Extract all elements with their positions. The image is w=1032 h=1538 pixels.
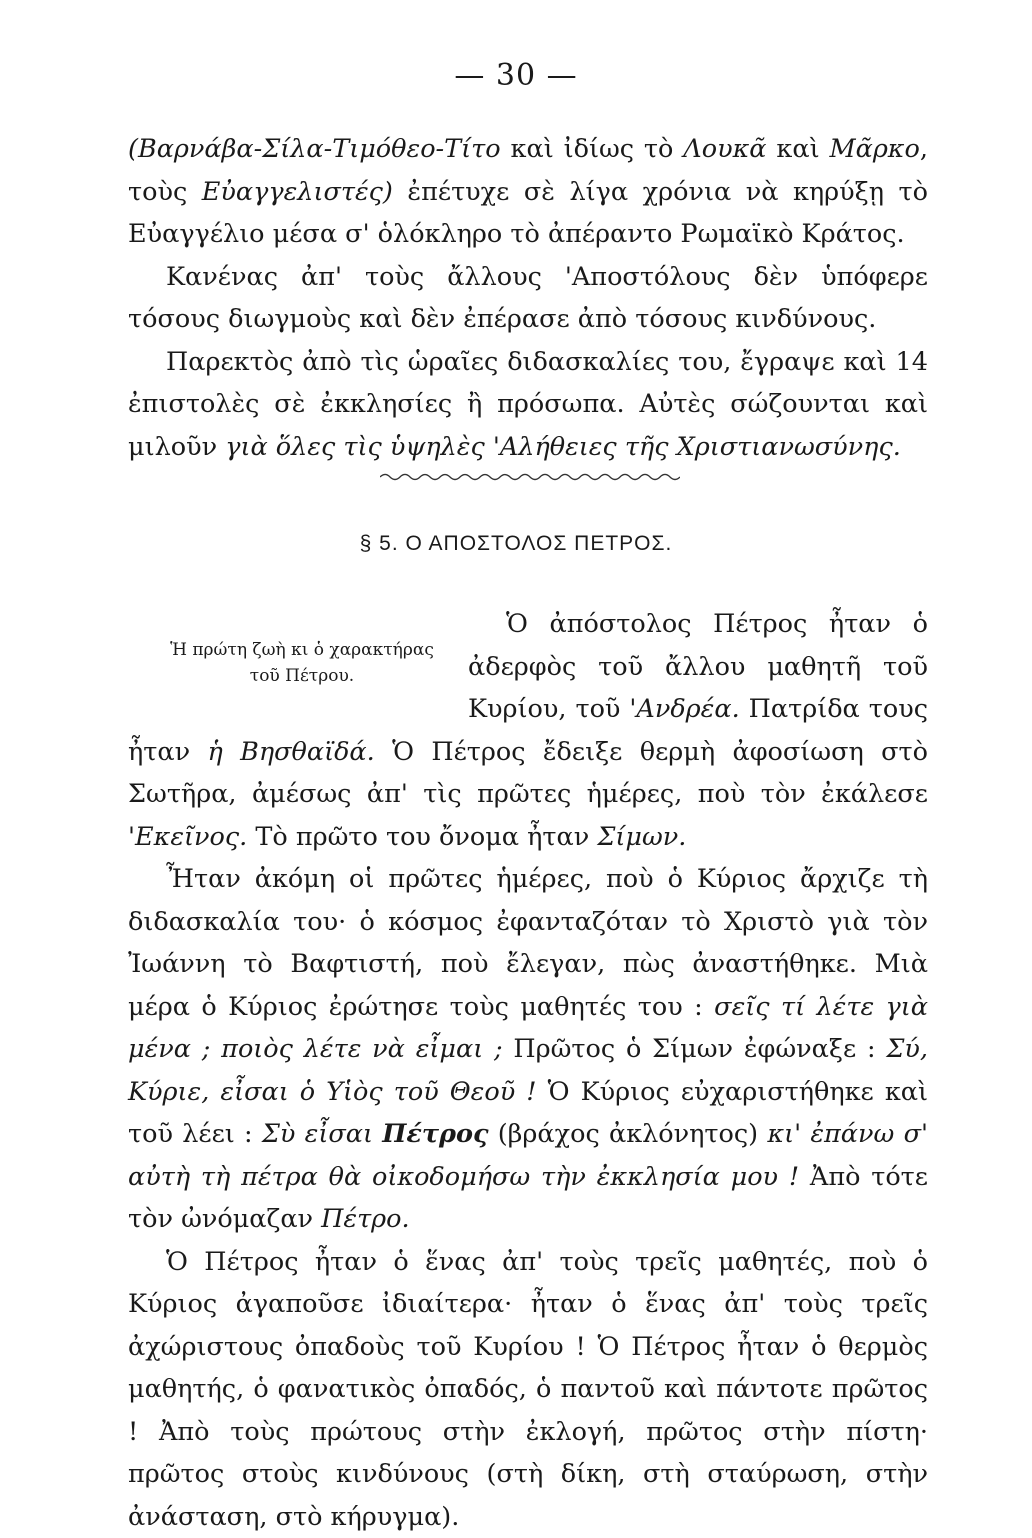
- italic-span: 'Ανδρέα.: [629, 694, 739, 724]
- paragraph: [128, 603, 928, 858]
- italic-span: Μᾶρκο: [829, 134, 919, 164]
- italic-span: 'Εκεῖνος.: [128, 822, 247, 852]
- text-span: (βράχος ἀκλόνητος): [488, 1119, 767, 1149]
- text-span: Ὁ ἀπόστολος Πέτρος ἦταν ὁ ἀδερφὸς τοῦ ἄλλου μαθητῆ τοῦ Κυρίου, τοῦ: [468, 609, 928, 724]
- text-span: Πρῶτος ὁ Σίμων ἐφώναξε :: [503, 1034, 887, 1064]
- italic-span: ἡ Βησθαϊδά.: [207, 737, 374, 767]
- paragraph: Κανένας ἀπ' τοὺς ἄλλους 'Αποστόλους δὲν ὑπόφερε τόσους διωγμοὺς καὶ δὲν ἐπέρασε ἀπὸ τόσους κινδύνους.: [128, 256, 928, 341]
- text-span: Παρεκτὸς ἀπὸ τὶς ὡραῖες διδασκαλίες του, ἔγραψε καὶ 14 ἐπιστολὲς σὲ ἐκκλησίες ἢ πρόσωπα. Αὐτὲς σώζουνται καὶ μιλοῦν: [128, 347, 928, 462]
- margin-note-line: τοῦ Πέτρου.: [118, 663, 448, 689]
- margin-note: [118, 637, 448, 689]
- text-span: Ἦταν ἀκόμη οἱ πρῶτες ἡμέρες, ποὺ ὁ Κύριος ἄρχιζε τὴ διδασκαλία του· ὁ κόσμος ἐφανταζόταν τὸ Χριστὸ γιὰ τὸν Ἰωάννη τὸ Βαφτιστή, ποὺ ἔλεγαν, πὼς ἀναστήθηκε. Μιὰ μέρα ὁ Κύριος ἐρώτησε τοὺς μαθητές του :: [128, 864, 928, 1022]
- paragraph: [128, 128, 928, 256]
- paragraph: [128, 858, 928, 1241]
- paragraph: Ὁ Πέτρος ἦταν ὁ ἕνας ἀπ' τοὺς τρεῖς μαθητές, ποὺ ὁ Κύριος ἀγαποῦσε ἰδιαίτερα· ἦταν ὁ ἕνας ἀπ' τοὺς τρεῖς ἀχώριστους ὀπαδοὺς τοῦ Κυρίου ! Ὁ Πέτρος ἦταν ὁ θερμὸς μαθητής, ὁ φανατικὸς ὀπαδός, ὁ παντοῦ καὶ πάντοτε πρῶτος ! Ἀπὸ τοὺς πρώτους στὴν ἐκλογή, πρῶτος στὴν πίστη· πρῶτος στοὺς κινδύνους (στὴ δίκη, στὴ σταύρωση, στὴν ἀνάσταση, στὸ κήρυγμα).: [128, 1241, 928, 1538]
- italic-span: σεῖς τί λέτε γιὰ μένα ; ποιὸς λέτε νὰ εἶμαι ;: [128, 992, 928, 1065]
- italic-span: Λουκᾶ: [683, 134, 766, 164]
- italic-span: Πέτρο.: [321, 1204, 409, 1234]
- text-span: καὶ: [767, 134, 830, 164]
- text-span: καὶ ἰδίως τὸ: [501, 134, 684, 164]
- wavy-separator: [380, 470, 680, 484]
- section-text: [128, 603, 928, 1538]
- italic-span: Σύ, Κύριε, εἶσαι ὁ Υἱὸς τοῦ Θεοῦ !: [128, 1034, 928, 1107]
- italic-span: (Βαρνάβα-Σίλα-Τιμόθεο-Τίτο: [128, 134, 501, 164]
- text-span: Ὁ Πέτρος ἔδειξε θερμὴ ἀφοσίωση στὸ Σωτῆρα, ἀμέσως ἀπ' τὶς πρῶτες ἡμέρες, ποὺ τὸν ἐκάλεσε: [128, 737, 928, 810]
- intro-text: [128, 128, 928, 468]
- section-heading: § 5. Ο ΑΠΟΣΤΟΛΟΣ ΠΕΤΡΟΣ.: [0, 532, 1032, 556]
- italic-span: Σὺ εἶσαι: [262, 1119, 382, 1149]
- italic-span: γιὰ ὅλες τὶς ὑψηλὲς 'Αλήθειες τῆς Χριστιανωσύνης.: [225, 432, 901, 462]
- text-span: Ἀπὸ τότε τὸν ὠνόμαζαν: [128, 1162, 928, 1235]
- text-span: , τοὺς: [128, 134, 928, 207]
- text-span: ἐπέτυχε σὲ λίγα χρόνια νὰ κηρύξῃ τὸ Εὐαγγέλιο μέσα σ' ὁλόκληρο τὸ ἀπέραντο Ρωμαϊκὸ Κράτος.: [128, 177, 928, 250]
- text-span: Πατρίδα τους ἦταν: [128, 694, 928, 767]
- bold-italic-span: Πέτρος: [382, 1119, 488, 1149]
- italic-span: Εὐαγγελιστές): [202, 177, 393, 207]
- page-number: — 30 —: [0, 58, 1032, 93]
- italic-span: κι' ἐπάνω σ' αὐτὴ τὴ πέτρα θὰ οἰκοδομήσω τὴν ἐκκλησία μου !: [128, 1119, 928, 1192]
- text-span: Τὸ πρῶτο του ὄνομα ἦταν: [247, 822, 597, 852]
- margin-note-line: Ἡ πρώτη ζωὴ κι ὁ χαρακτήρας: [118, 637, 448, 663]
- italic-span: Σίμων.: [597, 822, 686, 852]
- text-span: Ὁ Κύριος εὐχαριστήθηκε καὶ τοῦ λέει :: [128, 1077, 928, 1150]
- paragraph: [128, 341, 928, 469]
